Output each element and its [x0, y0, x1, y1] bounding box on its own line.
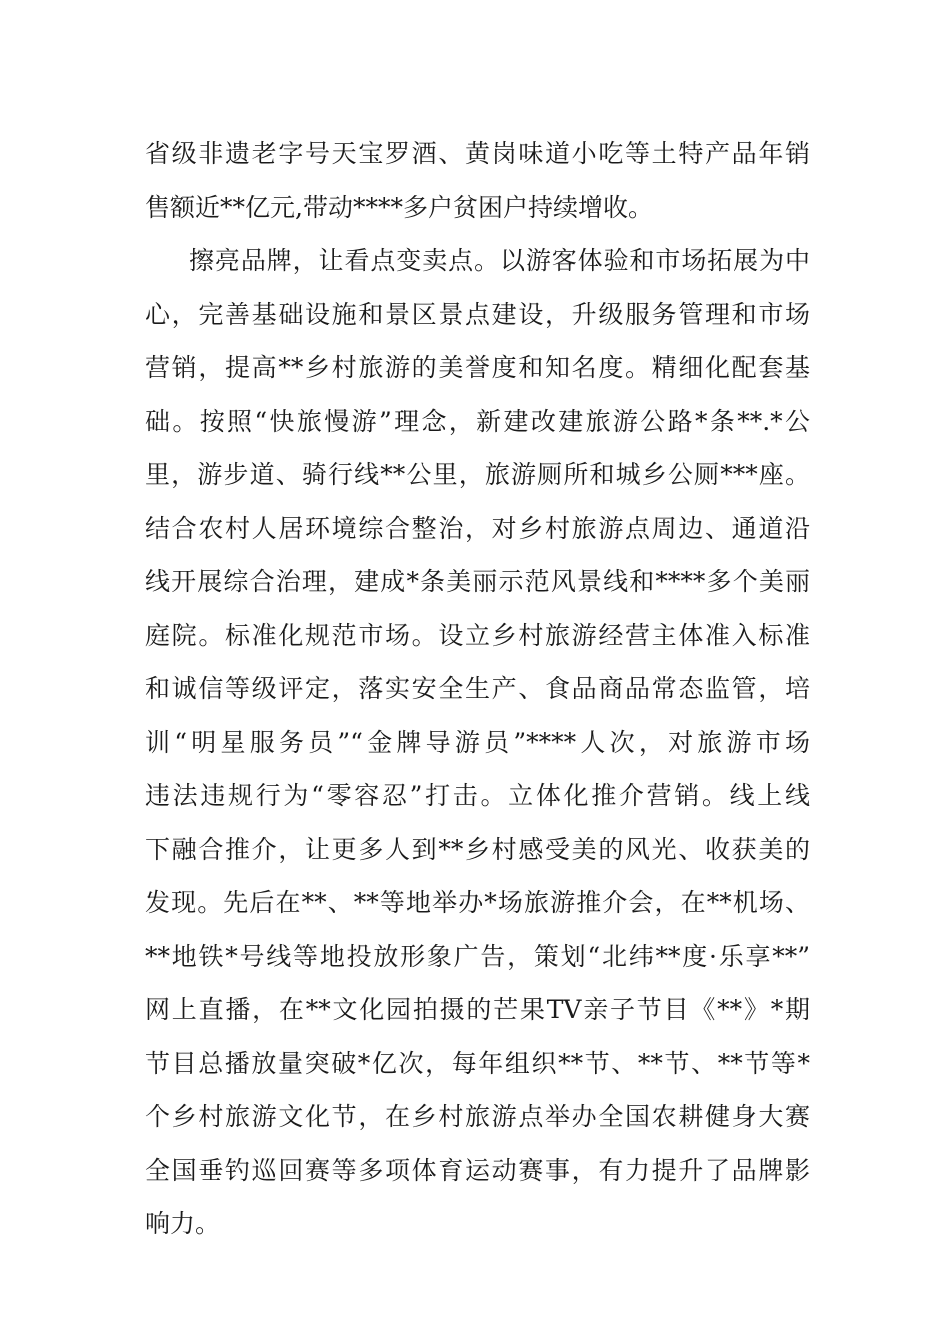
text-line: 违法违规行为“零容忍”打击。立体化推介营销。线上线 [145, 781, 810, 810]
text-line: 售额近**亿元,带动****多户贫困户持续增收。 [145, 192, 653, 222]
text-line: 全国垂钓巡回赛等多项体育运动赛事，有力提升了品牌影 [145, 1155, 810, 1185]
text-line: 线开展综合治理，建成*条美丽示范风景线和****多个美丽 [145, 567, 810, 596]
text-line: 网上直播，在**文化园拍摄的芒果TV亲子节目《**》*期 [145, 995, 810, 1024]
text-line: 发现。先后在**、**等地举办*场旅游推介会，在**机场、 [145, 888, 810, 917]
text-line: 下融合推介，让更多人到**乡村感受美的风光、收获美的 [145, 834, 810, 864]
paragraph-1 [145, 127, 810, 234]
text-line: 庭院。标准化规范市场。设立乡村旅游经营主体准入标准 [145, 620, 810, 650]
text-line: 擦亮品牌，让看点变卖点。以游客体验和市场拓展为中 [189, 246, 810, 275]
text-line: 础。按照“快旅慢游”理念，新建改建旅游公路*条**.*公 [145, 406, 810, 436]
text-line: 里，游步道、骑行线**公里，旅游厕所和城乡公厕***座。 [145, 460, 810, 489]
text-line: 节目总播放量突破*亿次，每年组织**节、**节、**节等* [145, 1048, 810, 1078]
text-line: 响力。 [145, 1209, 221, 1238]
paragraph-2 [145, 234, 810, 1251]
text-line: 结合农村人居环境综合整治，对乡村旅游点周边、通道沿 [145, 513, 810, 543]
text-line: 个乡村旅游文化节，在乡村旅游点举办全国农耕健身大赛 [145, 1102, 810, 1131]
text-line: 和诚信等级评定，落实安全生产、食品商品常态监管，培 [145, 674, 810, 703]
text-line: 训“明星服务员”“金牌导游员”****人次，对旅游市场 [145, 727, 810, 757]
text-line: 省级非遗老字号天宝罗酒、黄岗味道小吃等土特产品年销 [145, 139, 810, 168]
text-line: 心，完善基础设施和景区景点建设，升级服务管理和市场 [145, 299, 810, 329]
text-line: 营销，提高**乡村旅游的美誉度和知名度。精细化配套基 [145, 353, 810, 382]
text-line: **地铁*号线等地投放形象广告，策划“北纬**度·乐享**” [145, 941, 810, 971]
body-text [145, 127, 810, 1251]
